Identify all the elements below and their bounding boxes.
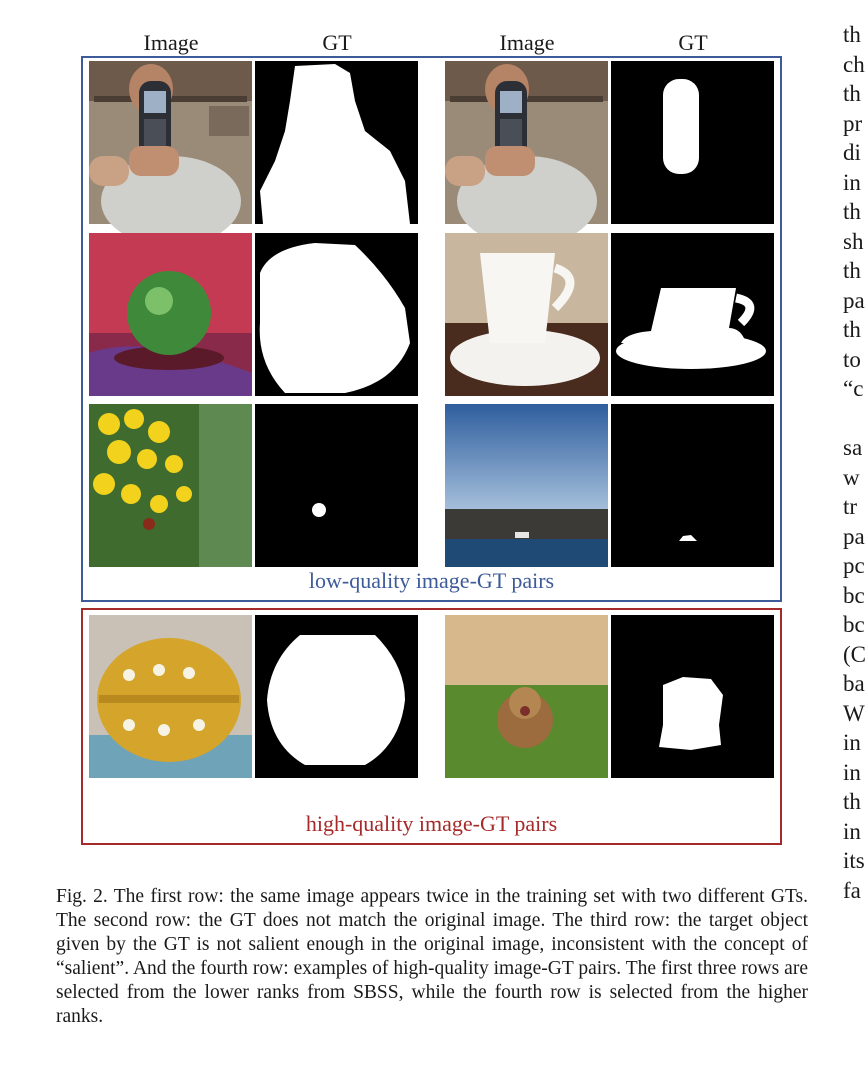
adjacent-column-fragment: di xyxy=(843,140,861,165)
row2-gt-mismatched-mask xyxy=(255,233,418,396)
adjacent-column-fragment xyxy=(843,404,863,434)
adjacent-column-fragment: to xyxy=(843,346,861,372)
adjacent-column-fragment: fa xyxy=(843,877,861,903)
adjacent-column-fragment: pa xyxy=(843,287,865,313)
row4-gt-bowl-mask xyxy=(255,615,418,778)
adjacent-column-fragment: tr xyxy=(843,494,858,519)
row4-image-dog-grass xyxy=(445,615,608,778)
column-header-gt-2: GT xyxy=(678,30,708,55)
row4-image-yellow-bowl xyxy=(89,615,252,778)
row3-gt-small-mask xyxy=(255,404,418,567)
row2-image-green-apple xyxy=(89,233,252,396)
adjacent-column-fragment: bc xyxy=(843,582,865,608)
adjacent-column-fragment: pc xyxy=(843,553,865,578)
row2-gt-teacup-mask xyxy=(611,233,774,396)
high-quality-label: high-quality image-GT pairs xyxy=(305,811,558,836)
adjacent-column-fragment: th xyxy=(843,22,861,47)
adjacent-column-fragment: th xyxy=(843,81,861,106)
row1-gt-person-mask xyxy=(255,61,418,224)
adjacent-column-fragment: (C xyxy=(843,641,866,667)
row4-gt-dog-mask xyxy=(611,615,774,778)
adjacent-column-fragment: th xyxy=(843,317,861,342)
row1-image-phone-man xyxy=(89,61,252,224)
column-header-image-2: Image xyxy=(499,30,555,55)
column-header-image-1: Image xyxy=(143,30,199,55)
row3-image-sea-boat xyxy=(445,404,608,567)
adjacent-column-fragment: pa xyxy=(843,523,865,549)
column-header-gt-1: GT xyxy=(322,30,352,55)
adjacent-column-fragment: its xyxy=(843,848,865,873)
adjacent-column-fragment: pr xyxy=(843,110,863,136)
row3-image-yellow-flowers xyxy=(89,404,252,567)
adjacent-column-fragment: in xyxy=(843,818,861,844)
adjacent-column-fragment: bc xyxy=(843,612,865,637)
adjacent-column-fragment: in xyxy=(843,730,861,755)
low-quality-label: low-quality image-GT pairs xyxy=(308,568,555,593)
row3-gt-boat-mask xyxy=(611,404,774,567)
adjacent-column-fragment: th xyxy=(843,258,861,283)
row1-gt-phone-mask xyxy=(611,61,774,224)
adjacent-column-fragment: W xyxy=(843,700,865,726)
row2-image-teacup xyxy=(445,233,608,396)
adjacent-column-fragment: “c xyxy=(843,376,864,401)
adjacent-column-fragment: ch xyxy=(843,51,865,77)
adjacent-column-fragment: sa xyxy=(843,435,863,460)
adjacent-column-fragment: in xyxy=(843,169,861,195)
adjacent-column-text xyxy=(843,20,866,905)
row1-image-phone-man-duplicate xyxy=(445,61,608,224)
adjacent-column-fragment: in xyxy=(843,759,861,785)
adjacent-column-fragment: th xyxy=(843,789,861,814)
adjacent-column-fragment: sh xyxy=(843,228,864,254)
figure-caption: Fig. 2. The first row: the same image appears twice in the training set with two different GTs. The second row: the GT does not match the original image. The third row: the target object given by the GT is not salient enough in the original image, inconsistent with the concept of “salient”. And the fourth row: examples of high-quality image-GT pairs. The first three rows are selected from the lower ranks from SBSS, while the fourth row is selected from the higher ranks. xyxy=(56,886,808,1027)
adjacent-column-fragment: ba xyxy=(843,671,865,696)
adjacent-column-fragment: th xyxy=(843,199,861,224)
adjacent-column-fragment: w xyxy=(843,464,860,490)
